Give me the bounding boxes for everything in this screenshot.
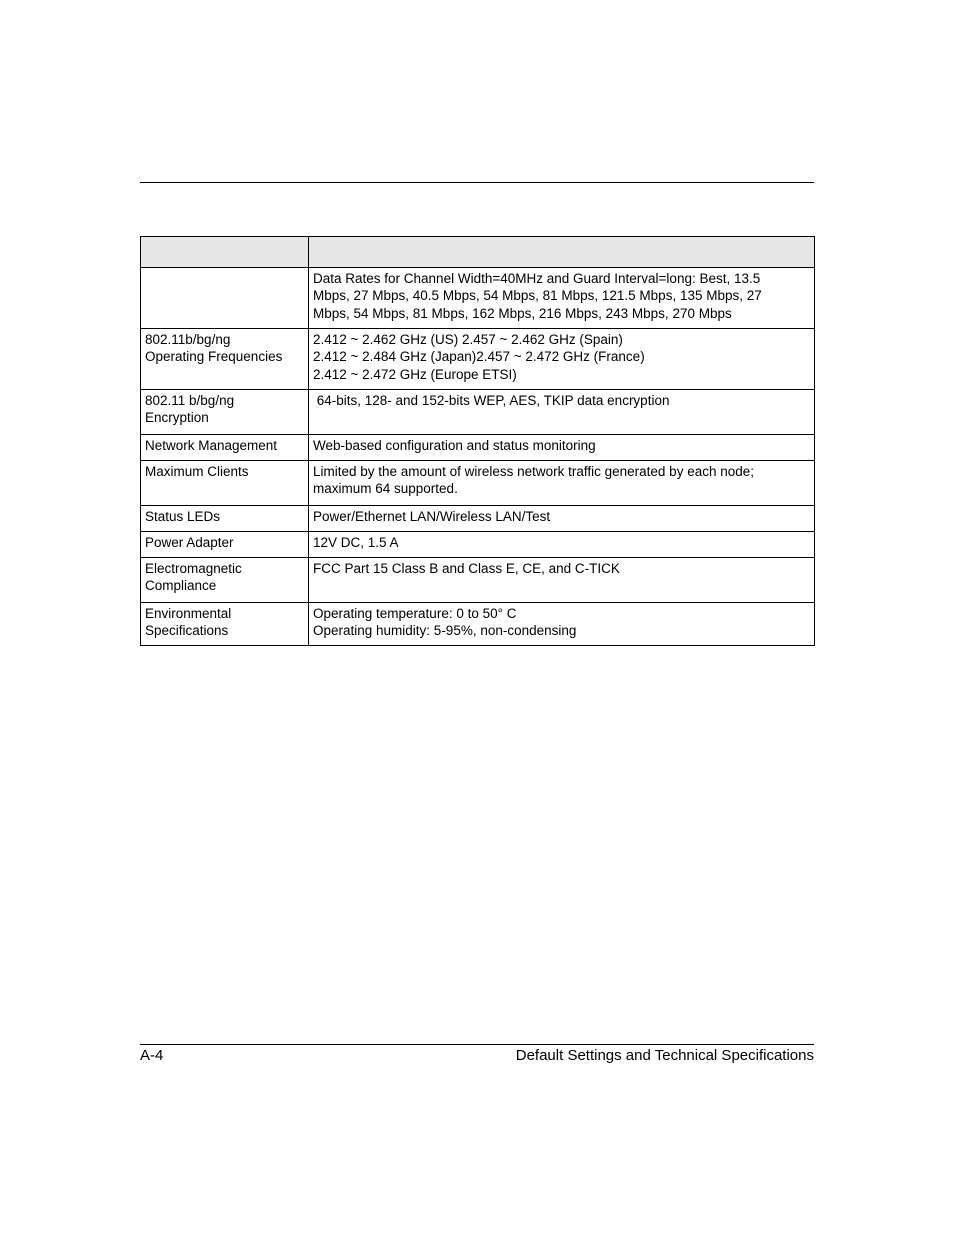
row-label [141, 329, 309, 390]
value-line: Web-based configuration and status monitoring [313, 438, 596, 453]
table-row [141, 268, 815, 329]
value-line: Operating humidity: 5-95%, non-condensing [313, 623, 577, 639]
table-header-feature [141, 237, 309, 268]
row-value [309, 603, 815, 646]
row-label [141, 435, 309, 461]
table-row [141, 532, 815, 558]
row-label [141, 390, 309, 435]
value-line: 2.412 ~ 2.472 GHz (Europe ETSI) [313, 366, 517, 382]
value-line: FCC Part 15 Class B and Class E, CE, and C-TICK [313, 561, 620, 576]
value-line: Limited by the amount of wireless network traffic generated by each node; [313, 464, 754, 479]
label-line: Electromagnetic [145, 561, 242, 576]
table-row [141, 603, 815, 646]
label-line: Operating Frequencies [145, 349, 283, 365]
label-line: Maximum Clients [145, 464, 249, 479]
row-value [309, 461, 815, 506]
row-label [141, 506, 309, 532]
value-line: 64-bits, 128- and 152-bits WEP, AES, TKIP data encryption [313, 393, 670, 408]
row-value [309, 268, 815, 329]
table-row [141, 390, 815, 435]
table-row [141, 558, 815, 603]
row-value [309, 558, 815, 603]
footer-rule [140, 1044, 814, 1045]
table-row [141, 329, 815, 390]
page-number: A-4 [140, 1047, 164, 1064]
label-line: Encryption [145, 410, 209, 426]
label-line: Network Management [145, 438, 278, 453]
row-label [141, 603, 309, 646]
row-label [141, 268, 309, 329]
row-label [141, 558, 309, 603]
value-line: 12V DC, 1.5 A [313, 535, 399, 550]
value-line: maximum 64 supported. [313, 481, 458, 497]
table-header-row [141, 237, 815, 268]
technical-specifications-table [140, 236, 815, 646]
row-value [309, 435, 815, 461]
row-value [309, 532, 815, 558]
label-line: Environmental [145, 606, 232, 621]
label-line: Compliance [145, 578, 217, 594]
value-line: Power/Ethernet LAN/Wireless LAN/Test [313, 509, 551, 524]
value-line: 2.412 ~ 2.462 GHz (US) 2.457 ~ 2.462 GHz (Spain) [313, 332, 623, 347]
row-label [141, 461, 309, 506]
table-header-description [309, 237, 815, 268]
table-row [141, 435, 815, 461]
row-value [309, 329, 815, 390]
footer-section-title: Default Settings and Technical Specifications [515, 1047, 814, 1064]
label-line: 802.11 b/bg/ng [145, 393, 235, 408]
row-value [309, 390, 815, 435]
value-line: Mbps, 27 Mbps, 40.5 Mbps, 54 Mbps, 81 Mbps, 121.5 Mbps, 135 Mbps, 27 [313, 288, 762, 304]
value-line: Data Rates for Channel Width=40MHz and Guard Interval=long: Best, 13.5 [313, 271, 761, 286]
header-rule [140, 182, 814, 183]
label-line: Power Adapter [145, 535, 234, 550]
row-label [141, 532, 309, 558]
value-line: Mbps, 54 Mbps, 81 Mbps, 162 Mbps, 216 Mbps, 243 Mbps, 270 Mbps [313, 305, 732, 321]
value-line: 2.412 ~ 2.484 GHz (Japan)2.457 ~ 2.472 GHz (France) [313, 349, 645, 365]
table-row [141, 506, 815, 532]
table-row [141, 461, 815, 506]
value-line: Operating temperature: 0 to 50° C [313, 606, 517, 621]
label-line: Status LEDs [145, 509, 221, 524]
label-line: Specifications [145, 623, 229, 639]
label-line: 802.11b/bg/ng [145, 332, 231, 347]
row-value [309, 506, 815, 532]
